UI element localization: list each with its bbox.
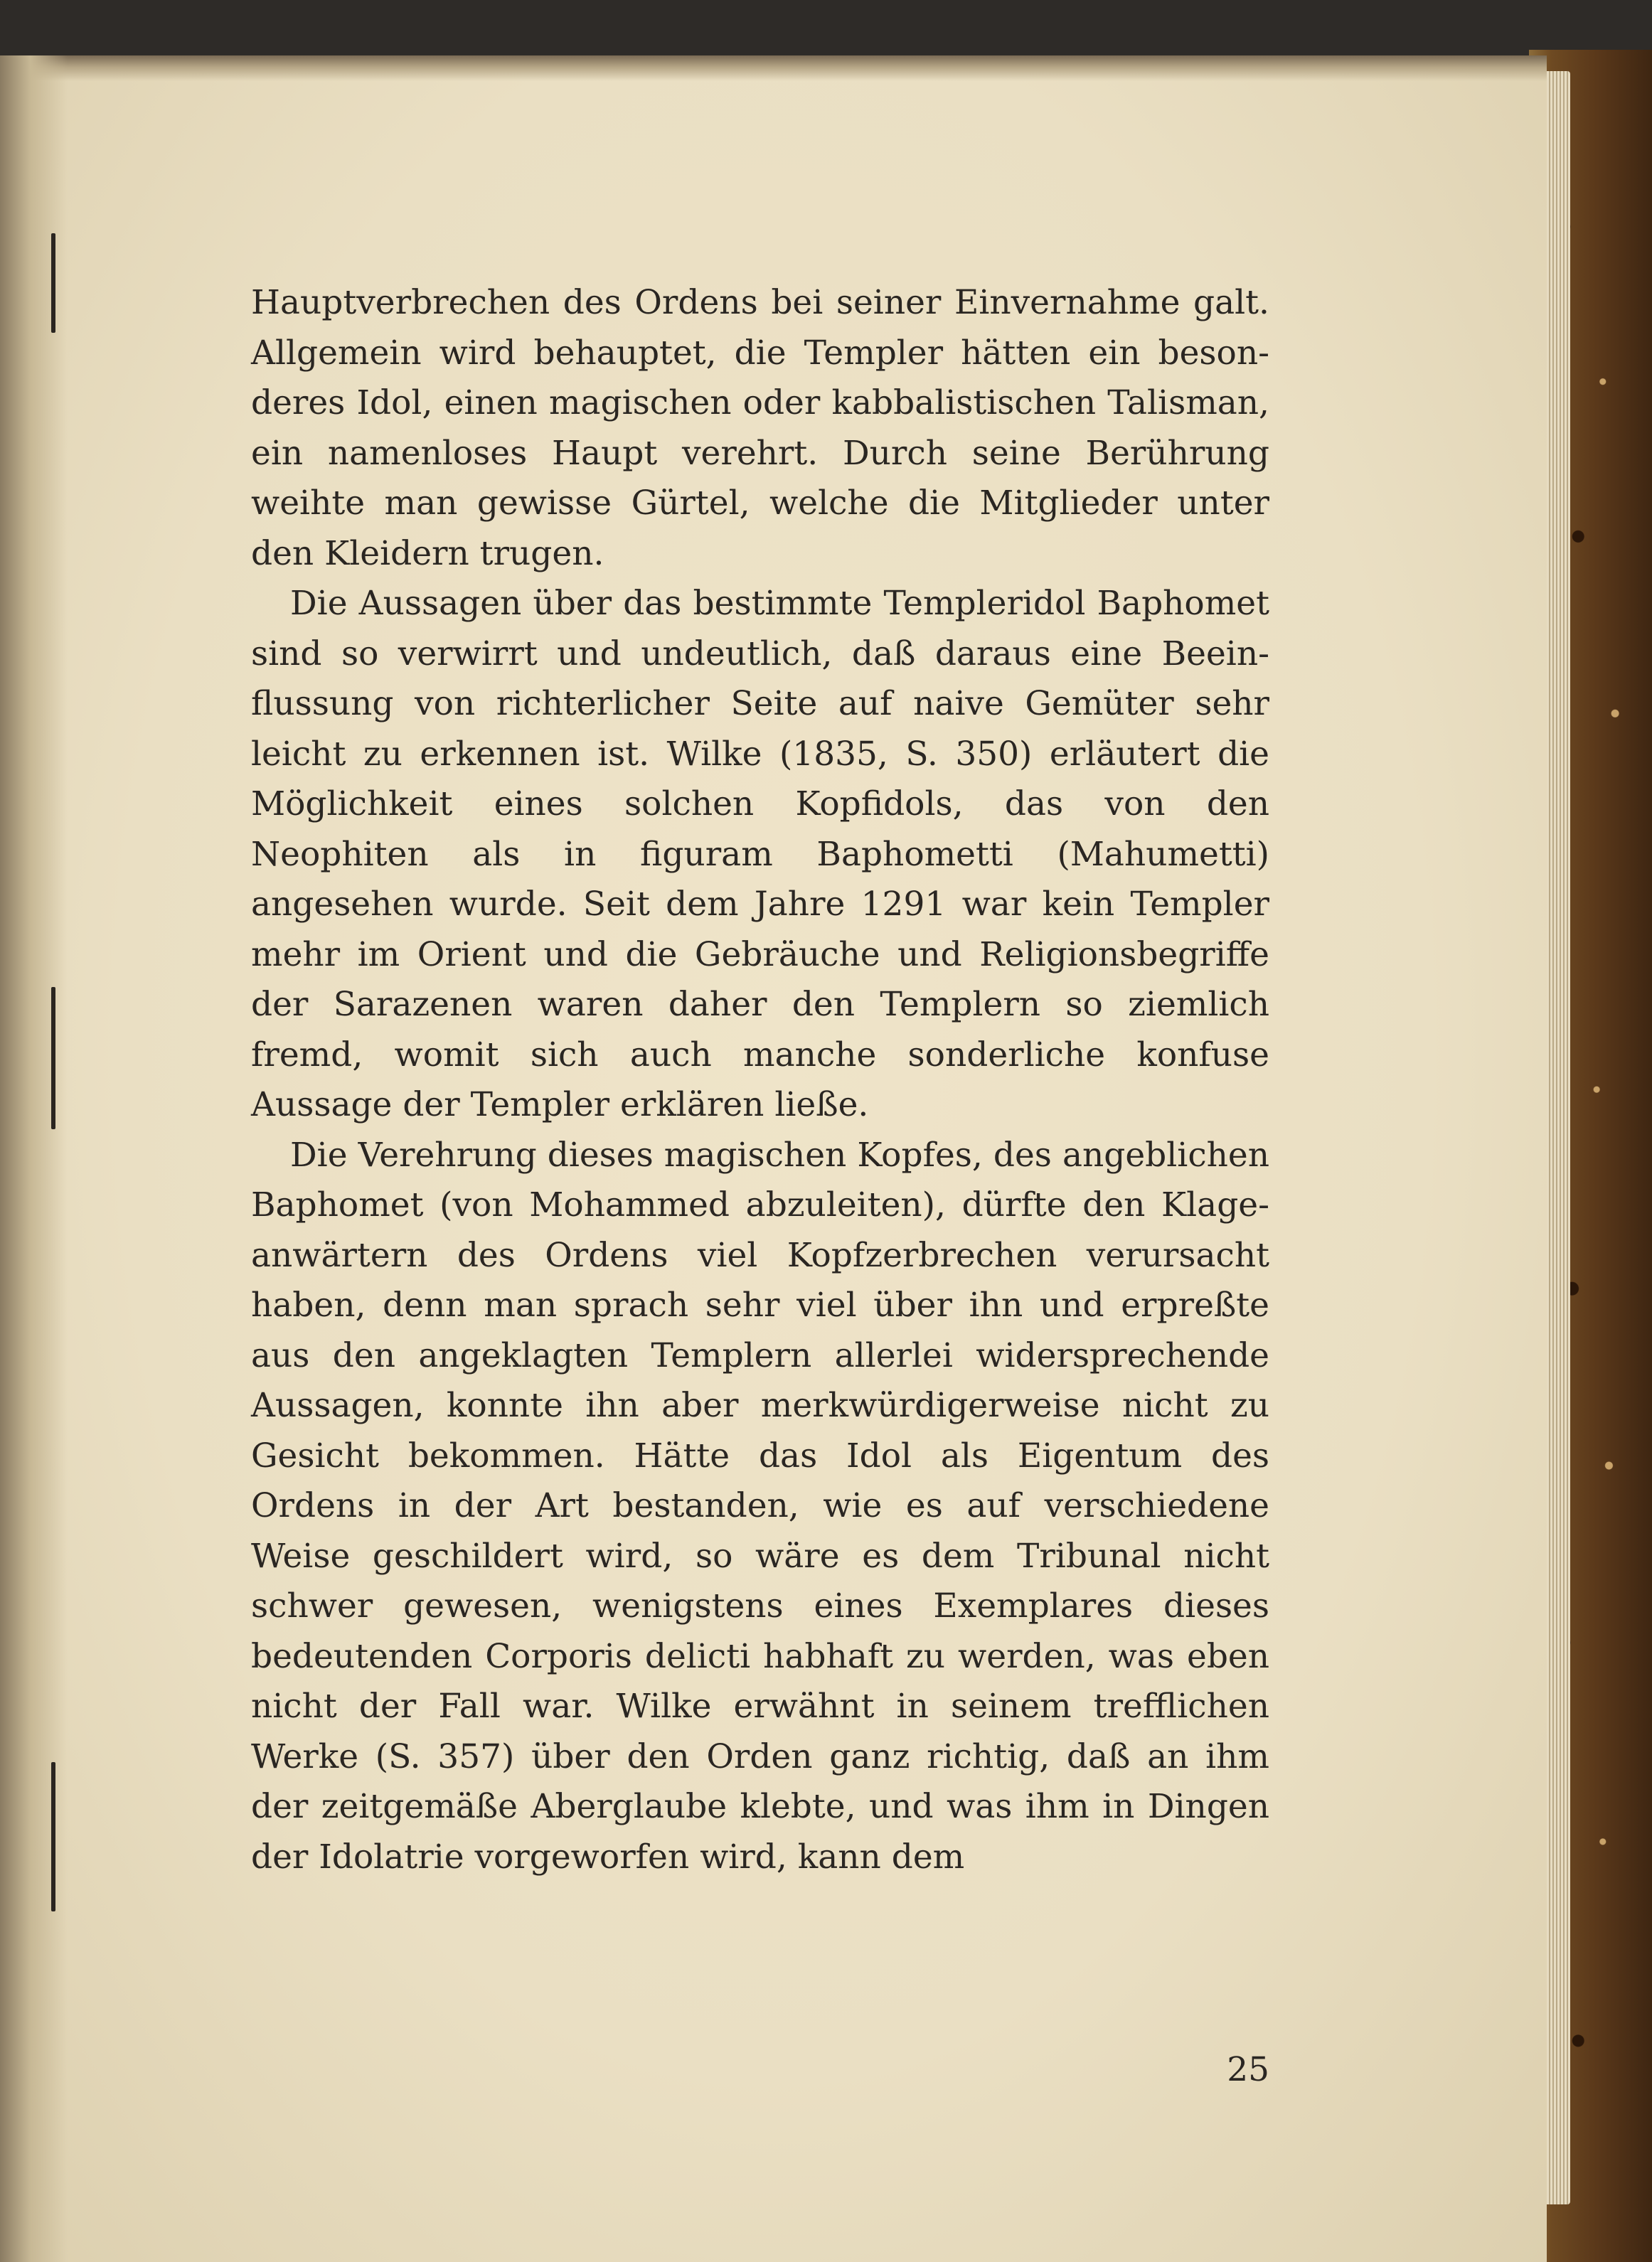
paragraph: Die Verehrung dieses magischen Kopfes, des angeblichen Baphomet (von Mohammed abzuleiten), dürfte den Klageanwärtern des Ordens viel Kopfzerbrechen verursacht haben, denn man sprach sehr viel über ihn und erpreßte aus den angeklagten Templern allerlei widersprechende Aussagen, konnte ihn aber merkwürdigerweise nicht zu Gesicht bekommen. Hätte das Idol als Eigentum des Ordens in der Art bestanden, wie es auf verschiedene Weise geschildert wird, so wäre es dem Tribunal nicht schwer gewesen, wenigstens eines Exemplares dieses bedeutenden Corporis delicti habhaft zu werden, was eben nicht der Fall war. Wilke erwähnt in seinem trefflichen Werke (S. 357) über den Orden ganz richtig, daß an ihm der zeitgemäße Aberglaube klebte, und was ihm in Dingen der Idolatrie vorgeworfen wird, kann dem	[251, 1135, 1269, 1877]
gutter-shadow	[0, 55, 68, 2262]
page-top-shadow	[0, 55, 1547, 81]
binding-mark	[51, 1762, 55, 1911]
body-text	[251, 278, 1269, 1882]
binding-mark	[51, 233, 55, 333]
binding-mark	[51, 987, 55, 1129]
paragraph: Hauptverbrechen des Ordens bei seiner Einvernahme galt. Allgemein wird behauptet, die Templer hätten ein besonderes Idol, einen magischen oder kabbalistischen Talisman, ein namenloses Haupt verehrt. Durch seine Berührung weihte man gewisse Gürtel, welche die Mitglieder unter den Kleidern trugen.	[251, 283, 1269, 573]
paragraph: Die Aussagen über das bestimmte Templeridol Baphomet sind so verwirrt und undeutlich, daß daraus eine Beeinflussung von richterlicher Seite auf naive Gemüter sehr leicht zu erkennen ist. Wilke (1835, S. 350) erläutert die Möglichkeit eines solchen Kopfidols, das von den Neophiten als in figuram Baphometti (Mahumetti) angesehen wurde. Seit dem Jahre 1291 war kein Templer mehr im Orient und die Gebräuche und Religionsbegriffe der Sarazenen waren daher den Templern so ziemlich fremd, womit sich auch manche sonderliche konfuse Aussage der Templer erklären ließe.	[251, 584, 1269, 1124]
page-number: 25	[1227, 2050, 1269, 2089]
book-page	[0, 55, 1547, 2262]
